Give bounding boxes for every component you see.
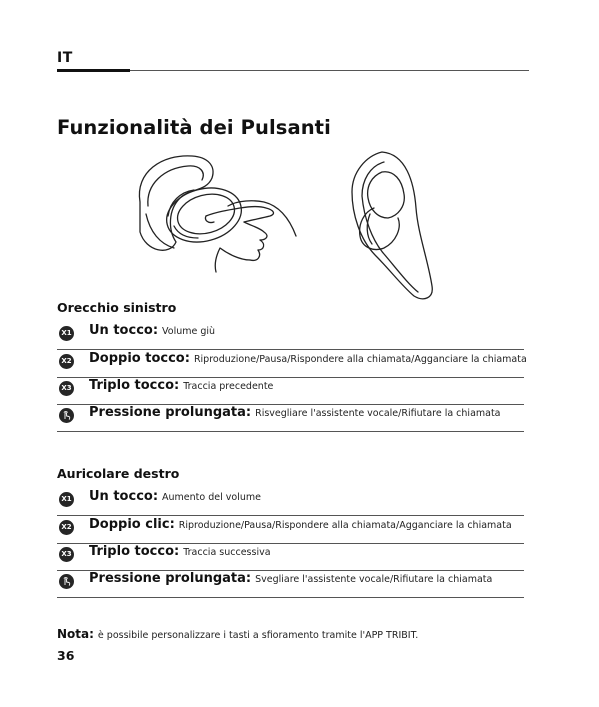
note [57,627,418,641]
note-text: è possibile personalizzare i tasti a sfioramento tramite l'APP TRIBIT. [97,630,419,641]
list-item [57,322,524,350]
action-description: Traccia successiva [183,547,271,558]
action-description: Risvegliare l'assistente vocale/Rifiutare la chiamata [255,408,501,419]
action-label: Triplo tocco: Traccia precedente [89,378,274,393]
left-earbud-drawing [139,156,247,250]
right-earbud-drawing [352,152,432,299]
action-label: Doppio clic: Riproduzione/Pausa/Rispondere alla chiamata/Agganciare la chiamata [89,517,512,532]
x3-badge: X3 [59,547,74,562]
page-title: Funzionalità dei Pulsanti [57,116,331,139]
action-description: Riproduzione/Pausa/Rispondere alla chiamata/Agganciare la chiamata [178,520,512,531]
note-label: Nota: [57,627,94,641]
action-description: Riproduzione/Pausa/Rispondere alla chiamata/Agganciare la chiamata [193,354,527,365]
list-item [57,350,527,378]
action-description: Aumento del volume [162,492,261,503]
hold-icon [59,408,74,423]
action-description: Svegliare l'assistente vocale/Rifiutare la chiamata [255,574,493,585]
list-item [57,516,524,544]
action-label: Doppio tocco: Riproduzione/Pausa/Rispondere alla chiamata/Agganciare la chiamata [89,351,527,366]
x1-badge: X1 [59,492,74,507]
list-item [57,377,524,405]
list-item [57,404,524,432]
earbuds-illustration [120,148,480,300]
list-item [57,543,524,571]
x2-badge: X2 [59,520,74,535]
section-title-left: Orecchio sinistro [57,300,177,315]
action-label: Un tocco: Aumento del volume [89,489,261,504]
list-item [57,488,524,516]
page-number: 36 [57,648,75,663]
action-label: Pressione prolungata: Svegliare l'assistente vocale/Rifiutare la chiamata [89,571,493,586]
action-description: Volume giù [162,326,216,337]
x3-badge: X3 [59,381,74,396]
hold-icon [59,574,74,589]
hand-drawing [205,201,296,272]
action-description: Traccia precedente [183,381,274,392]
action-label: Triplo tocco: Traccia successiva [89,544,271,559]
action-label: Un tocco: Volume giù [89,323,216,338]
list-item [57,570,524,598]
language-code: IT [57,50,73,66]
section-title-right: Auricolare destro [57,466,180,481]
x2-badge: X2 [59,354,74,369]
action-label: Pressione prolungata: Risvegliare l'assistente vocale/Rifiutare la chiamata [89,405,501,420]
x1-badge: X1 [59,326,74,341]
header-rule-accent [57,69,130,72]
